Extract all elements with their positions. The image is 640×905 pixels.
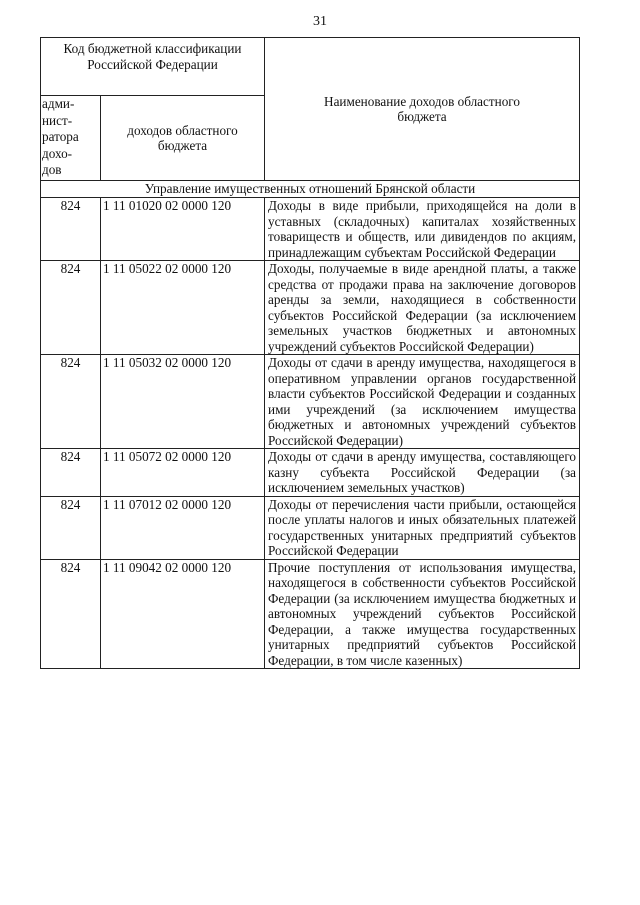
income-code-cell: 1 11 05022 02 0000 120 [101, 261, 265, 355]
table-row [41, 261, 580, 355]
table-row [41, 449, 580, 497]
income-code-cell: 1 11 09042 02 0000 120 [101, 559, 265, 669]
admin-code-cell: 824 [41, 559, 101, 669]
header-income-label: доходов областного бюджета [127, 122, 238, 153]
table-row [41, 559, 580, 669]
income-code-cell: 1 11 05072 02 0000 120 [101, 449, 265, 497]
admin-code-cell: 824 [41, 355, 101, 449]
income-name-cell: Прочие поступления от использования имущества, находящегося в собственности субъектов Российской Федерации (за исключением имущества бюджетных и автономных учреждений субъектов Российской Федерации, а также имущества государственных унитарных предприятий субъектов Российской Федерации, в том числе казенных) [265, 559, 580, 669]
header-row-top [41, 38, 580, 96]
income-name-cell: Доходы от сдачи в аренду имущества, составляющего казну субъекта Российской Федерации (за исключением земельных участков) [265, 449, 580, 497]
admin-code-cell: 824 [41, 449, 101, 497]
header-admin-label: адми- нист- ратора дохо- дов [42, 96, 79, 177]
admin-code-cell: 824 [41, 496, 101, 559]
header-group-title: Код бюджетной классификации Российской Федерации [41, 38, 265, 96]
income-code-cell: 1 11 05032 02 0000 120 [101, 355, 265, 449]
income-name-cell: Доходы в виде прибыли, приходящейся на доли в уставных (складочных) капиталах хозяйственных товариществ и обществ, или дивидендов по акциям, принадлежащим субъектам Российской Федерации [265, 198, 580, 261]
admin-code-cell: 824 [41, 198, 101, 261]
header-admin-column [41, 96, 101, 181]
income-code-cell: 1 11 01020 02 0000 120 [101, 198, 265, 261]
income-name-cell: Доходы от перечисления части прибыли, остающейся после уплаты налогов и иных обязательных платежей государственных унитарных предприятий субъектов Российской Федерации [265, 496, 580, 559]
income-name-cell: Доходы от сдачи в аренду имущества, находящегося в оперативном управлении органов государственной власти субъектов Российской Федерации и созданных ими учреждений (за исключением имущества бюджетных и автономных учреждений субъектов Российской Федерации) [265, 355, 580, 449]
admin-code-cell: 824 [41, 261, 101, 355]
table-row [41, 198, 580, 261]
section-title: Управление имущественных отношений Брянской области [41, 181, 580, 198]
header-name-column [265, 38, 580, 181]
section-row [41, 181, 580, 198]
page-number: 31 [313, 14, 327, 29]
income-code-cell: 1 11 07012 02 0000 120 [101, 496, 265, 559]
income-name-cell: Доходы, получаемые в виде арендной платы, а также средства от продажи права на заключение договоров аренды за земли, находящиеся в собственности субъектов Российской Федерации (за исключением земельных участков бюджетных и автономных учреждений субъектов Российской Федерации) [265, 261, 580, 355]
budget-classification-table [40, 37, 580, 669]
header-name-label: Наименование доходов областного бюджета [324, 93, 520, 124]
table-row [41, 496, 580, 559]
table-row [41, 355, 580, 449]
header-income-column [101, 96, 265, 181]
